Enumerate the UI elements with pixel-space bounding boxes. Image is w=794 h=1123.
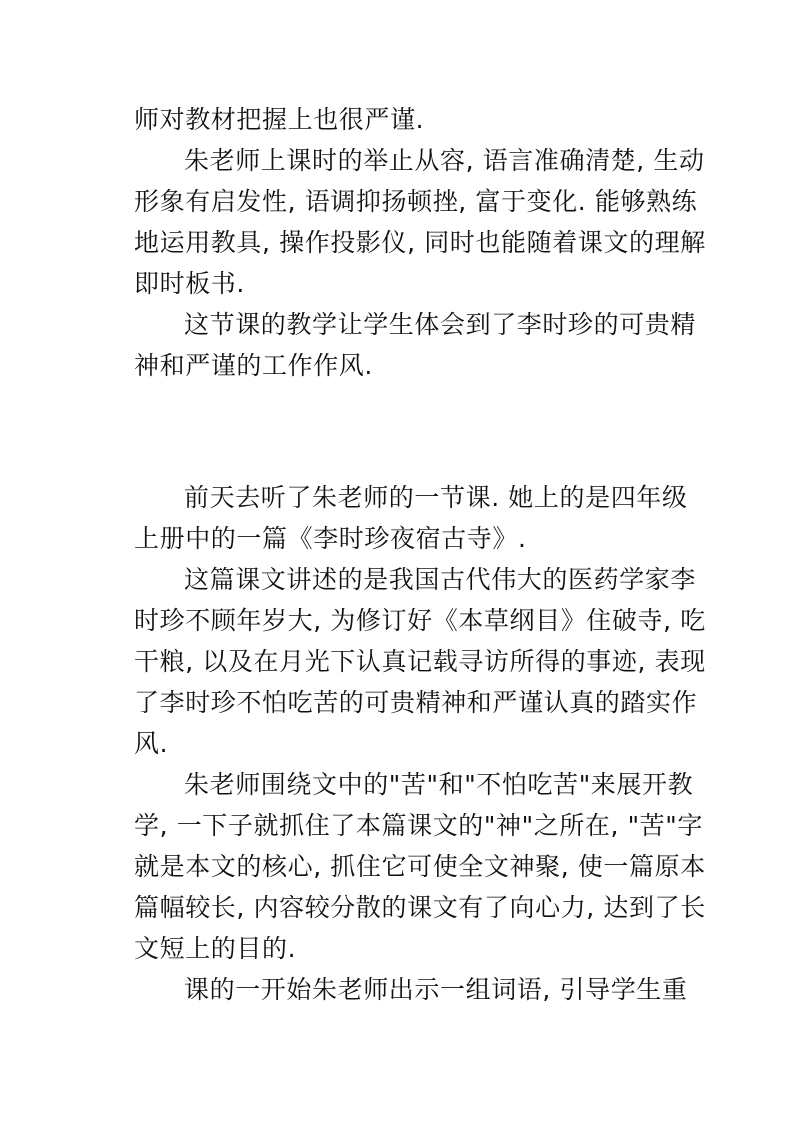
text-line: 了李时珍不怕吃苦的可贵精神和严谨认真的踏实作: [134, 688, 698, 717]
text-line: 时珍不顾年岁大, 为修订好《本草纲目》住破寺, 吃: [134, 606, 706, 635]
paragraph-start-line: 前天去听了朱老师的一节课. 她上的是四年级: [184, 483, 688, 512]
text-line: 干粮, 以及在月光下认真记载寻访所得的事迹, 表现: [134, 647, 706, 676]
paragraph-start-line: 这篇课文讲述的是我国古代伟大的医药学家李: [184, 565, 697, 594]
text-line: 文短上的目的.: [134, 934, 297, 963]
text-line: 风.: [134, 729, 169, 758]
text-line: 就是本文的核心, 抓住它可使全文神聚, 使一篇原本: [134, 852, 706, 881]
paragraph-start-line: 朱老师围绕文中的"苦"和"不怕吃苦"来展开教: [184, 770, 694, 799]
text-line: 上册中的一篇《李时珍夜宿古寺》.: [134, 524, 527, 553]
text-line: 地运用教具, 操作投影仪, 同时也能随着课文的理解: [134, 228, 706, 257]
text-line: 师对教材把握上也很严谨.: [134, 105, 425, 134]
text-line: 即时板书.: [134, 269, 245, 298]
text-line: 形象有启发性, 语调抑扬顿挫, 富于变化. 能够熟练: [134, 187, 698, 216]
text-line: 学, 一下子就抓住了本篇课文的"神"之所在, "苦"字: [134, 811, 703, 840]
text-line: 篇幅较长, 内容较分散的课文有了向心力, 达到了长: [134, 893, 706, 922]
paragraph-start-line: 朱老师上课时的举止从容, 语言准确清楚, 生动: [184, 146, 705, 175]
paragraph-start-line: 这节课的教学让学生体会到了李时珍的可贵精: [184, 310, 697, 339]
paragraph-start-line: 课的一开始朱老师出示一组词语, 引导学生重: [184, 975, 688, 1004]
text-line: 神和严谨的工作作风.: [134, 351, 373, 380]
